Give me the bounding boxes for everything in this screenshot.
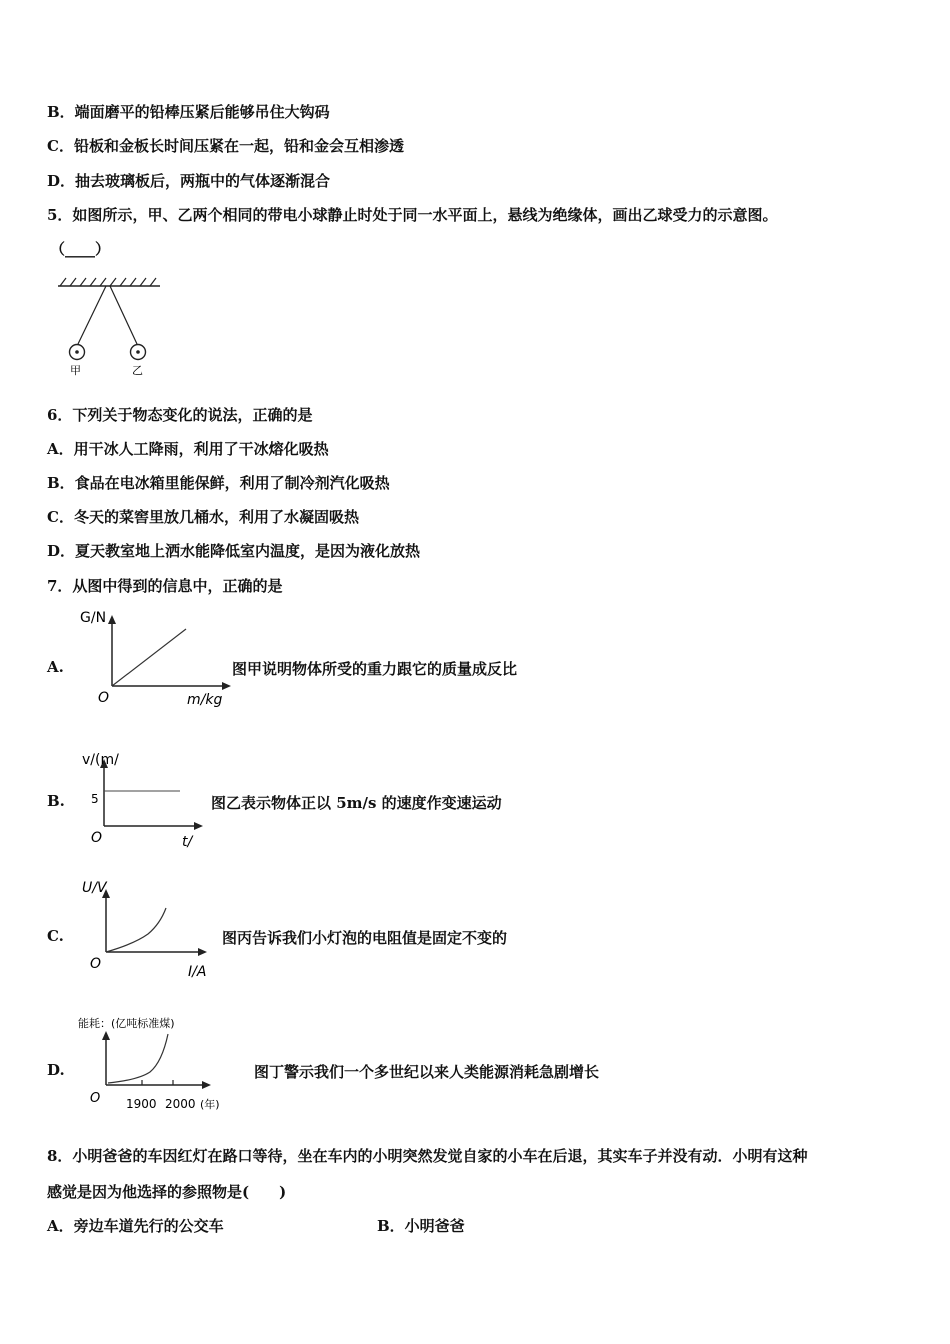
q7-a-letter: A. bbox=[47, 658, 64, 676]
q6-stem: 6．下列关于物态变化的说法，正确的是 bbox=[47, 406, 313, 424]
axis-label-year: (年) bbox=[200, 1098, 220, 1111]
origin-label: O bbox=[98, 690, 110, 706]
axis-label-gn: G/N bbox=[80, 610, 107, 626]
q7-a-text: 图甲说明物体所受的重力跟它的质量成反比 bbox=[232, 660, 518, 678]
axis-label-uv: U/V bbox=[82, 880, 107, 896]
q4-option-b: B．端面磨平的铅棒压紧后能够吊住大钩码 bbox=[47, 103, 330, 121]
q7-d-letter: D. bbox=[47, 1061, 65, 1079]
origin-label: O bbox=[90, 1091, 101, 1106]
thread-left bbox=[78, 286, 106, 344]
q6-option-c: C．冬天的菜窖里放几桶水，利用了水凝固吸热 bbox=[47, 508, 359, 526]
growth-curve bbox=[108, 1034, 168, 1083]
tick-5: 5 bbox=[91, 792, 99, 806]
origin-label: O bbox=[90, 956, 102, 972]
q5-stem: 5．如图所示，甲、乙两个相同的带电小球静止时处于同一水平面上，悬线为绝缘体，画出乙球受力的示意图。 bbox=[47, 206, 778, 224]
q7-c-letter: C. bbox=[47, 927, 64, 945]
graph-voltage-current bbox=[76, 874, 226, 986]
axis-label-mkg: m/kg bbox=[187, 692, 223, 708]
q4-option-c: C．铅板和金板长时间压紧在一起，铅和金会互相渗透 bbox=[47, 137, 404, 155]
thread-right bbox=[110, 286, 137, 344]
axis-label-v: v/(m/ bbox=[82, 752, 119, 768]
graph-energy-consumption bbox=[76, 1010, 252, 1116]
q8-option-a: A．旁边车道先行的公交车 bbox=[47, 1217, 224, 1235]
q5-answer-blank: （____） bbox=[50, 240, 111, 258]
q7-stem: 7．从图中得到的信息中，正确的是 bbox=[47, 577, 283, 595]
q8-stem-line1: 8．小明爸爸的车因红灯在路口等待，坐在车内的小明突然发觉自家的小车在后退，其实车子并没有动．小明有这种 bbox=[47, 1147, 808, 1165]
axis-label-ia: I/A bbox=[188, 964, 207, 980]
q6-option-d: D．夏天教室地上洒水能降低室内温度，是因为液化放热 bbox=[47, 542, 421, 560]
tick-2000: 2000 bbox=[165, 1097, 196, 1111]
q7-b-text: 图乙表示物体正以 5m/s 的速度作变速运动 bbox=[211, 794, 502, 812]
ceiling-hatching bbox=[60, 278, 156, 286]
q8-stem-line2: 感觉是因为他选择的参照物是( ) bbox=[47, 1183, 287, 1201]
graph-gravity-mass bbox=[76, 604, 236, 708]
q5-figure bbox=[48, 272, 168, 380]
label-yi: 乙 bbox=[132, 364, 143, 377]
label-jia: 甲 bbox=[70, 364, 81, 377]
q8-option-b: B．小明爸爸 bbox=[377, 1217, 465, 1235]
q7-b-letter: B. bbox=[47, 792, 65, 810]
q7-c-text: 图丙告诉我们小灯泡的电阻值是固定不变的 bbox=[222, 929, 508, 947]
tick-1900: 1900 bbox=[126, 1097, 157, 1111]
nonlinear-curve bbox=[106, 908, 166, 952]
origin-label: O bbox=[91, 830, 103, 846]
graph-velocity-time bbox=[76, 744, 216, 850]
q4-option-d: D．抽去玻璃板后，两瓶中的气体逐渐混合 bbox=[47, 172, 331, 190]
q6-option-a: A．用干冰人工降雨，利用了干冰熔化吸热 bbox=[47, 440, 329, 458]
q7-d-text: 图丁警示我们一个多世纪以来人类能源消耗急剧增长 bbox=[254, 1063, 600, 1081]
axis-label-t: t/ bbox=[182, 834, 193, 850]
axis-label-energy: 能耗：(亿吨标准煤) bbox=[78, 1017, 175, 1030]
q6-option-b: B．食品在电冰箱里能保鲜，利用了制冷剂汽化吸热 bbox=[47, 474, 390, 492]
proportional-line bbox=[112, 629, 186, 686]
